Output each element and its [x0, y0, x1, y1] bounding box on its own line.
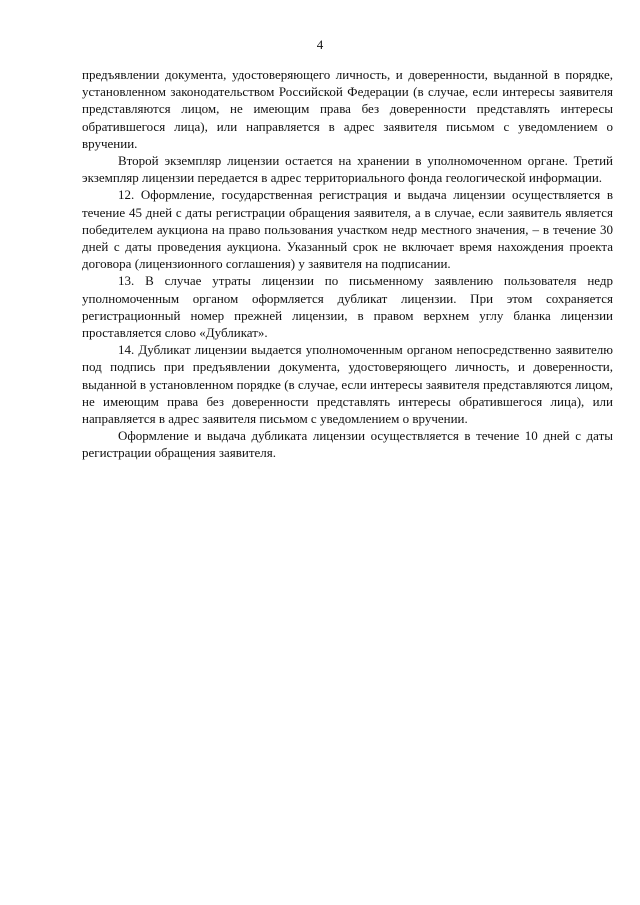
document-body [82, 66, 613, 462]
page-number: 4 [316, 37, 324, 52]
paragraph-item-12: 12. Оформление, государственная регистрация и выдача лицензии осуществляется в течение 45 дней с даты регистрации обращения заявителя, а в случае, если заявитель является победителем аукциона на право пользования участком недр местного значения, – в течение 30 дней с даты проведения аукциона. Указанный срок не включает время нахождения проекта договора (лицензионного соглашения) у заявителя на подписании. [82, 187, 613, 272]
paragraph-second-copy: Второй экземпляр лицензии остается на хранении в уполномоченном органе. Третий экземпляр лицензии передается в адрес территориального фонда геологической информации. [82, 153, 613, 186]
paragraph-item-13: 13. В случае утраты лицензии по письменному заявлению пользователя недр уполномоченным органом оформляется дубликат лицензии. При этом сохраняется регистрационный номер прежней лицензии, в правом верхнем углу бланка лицензии проставляется слово «Дубликат». [82, 273, 613, 341]
paragraph-continuation: предъявлении документа, удостоверяющего личность, и доверенности, выданной в порядке, установленном законодательством Российской Федерации (в случае, если интересы заявителя представляются лицом, не имеющим права без доверенности представлять интересы обратившегося лица), или направляется в адрес заявителя письмом с уведомлением о вручении. [82, 67, 613, 151]
paragraph-duplicate-issuance: Оформление и выдача дубликата лицензии осуществляется в течение 10 дней с даты регистрации обращения заявителя. [82, 428, 613, 461]
paragraph-item-14: 14. Дубликат лицензии выдается уполномоченным органом непосредственно заявителю под подпись при предъявлении документа, удостоверяющего личность, и доверенности, выданной в установленном порядке (в случае, если интересы заявителя представляются лицом, не имеющим права без доверенности представлять интересы обратившегося лица), или направляется в адрес заявителя письмом с уведомлением о вручении. [82, 342, 613, 427]
